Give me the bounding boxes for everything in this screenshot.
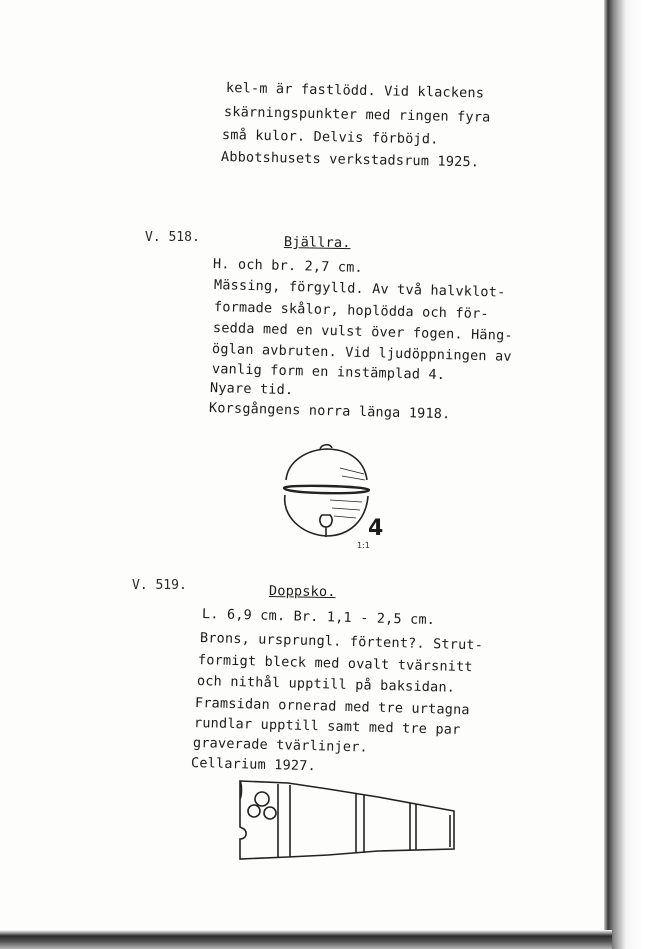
entry-line-1: H. och br. 2,7 cm. [212, 256, 364, 276]
ferrule-drawing [228, 775, 464, 867]
entry-line-6: vanlig form en instämplad 4. [211, 361, 446, 384]
entry-line-5: öglan avbruten. Vid ljudöppningen av [211, 341, 512, 365]
entry-number: V. 519. [132, 578, 187, 593]
continuation-line-4: Abbotshusets verkstadsrum 1925. [220, 149, 480, 171]
continuation-line-3: små kulor. Delvis förböjd. [221, 127, 439, 148]
scale-label: 1:1 [357, 541, 370, 550]
page-edge-shadow-bottom [0, 930, 612, 949]
entry-line-7: graverade tvärlinjer. [192, 735, 369, 756]
entry-title: Bjällra. [283, 234, 351, 252]
entry-line-2: Mässing, förgylld. Av två halvklot- [213, 277, 506, 301]
entry-number: V. 518. [145, 230, 200, 245]
continuation-line-1: kel-m är fastlödd. Vid klackens [225, 80, 485, 102]
bell-drawing [270, 440, 390, 560]
page-edge-shadow-right [604, 0, 672, 949]
entry-line-8: Cellarium 1927. [190, 755, 317, 775]
entry-line-6: rundlar upptill samt med tre par [193, 715, 461, 738]
entry-line-2: Brons, ursprungl. förtent?. Strut- [199, 630, 484, 654]
entry-line-4: och nithål upptill på baksidan. [196, 673, 456, 696]
continuation-line-2: skärningspunkter med ringen fyra [223, 104, 491, 126]
entry-line-3: formigt bleck med ovalt tvärsnitt [197, 652, 473, 676]
entry-line-8: Korsgångens norra länga 1918. [208, 400, 451, 423]
entry-title: Doppsko. [268, 583, 336, 601]
entry-line-7: Nyare tid. [209, 380, 294, 399]
stamp-mark: 4 [368, 516, 384, 541]
entry-line-5: Framsidan ornerad med tre urtagna [194, 695, 470, 719]
entry-line-1: L. 6,9 cm. Br. 1,1 - 2,5 cm. [201, 606, 436, 629]
entry-line-4: sedda med en vulst över fogen. Häng- [212, 320, 513, 344]
entry-line-3: formade skålor, hoplödda och för- [213, 299, 489, 323]
